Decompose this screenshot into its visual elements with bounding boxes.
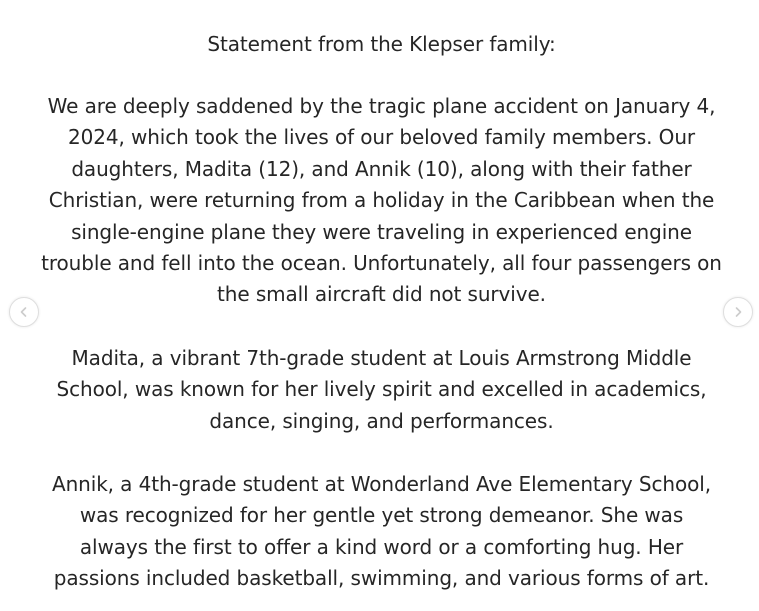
carousel-next-button[interactable] [723,297,753,327]
carousel-previous-button[interactable] [9,297,39,327]
statement-heading: Statement from the Klepser family: [207,32,556,56]
statement-paragraph-madita: Madita, a vibrant 7th-grade student at Louis Armstrong Middle School, was known for her lively spirit and excelled in academics, dance, singing, and performances. [56,346,707,433]
chevron-right-icon [732,306,744,318]
chevron-left-icon [18,306,30,318]
statement-paragraph-annik: Annik, a 4th-grade student at Wonderland Ave Elementary School, was recognized for her gentle yet strong demeanor. She was always the first to offer a kind word or a comforting hug. Her passions included basketball, swimming, and various forms of art. [52,472,711,591]
statement-paragraph-accident: We are deeply saddened by the tragic plane accident on January 4, 2024, which took the lives of our beloved family members. Our daughters, Madita (12), and Annik (10), along with their father Christian, were returning from a holiday in the Caribbean when the single-engine plane they were traveling in experienced engine trouble and fell into the ocean. Unfortunately, all four passengers on the small aircraft did not survive. [41,94,722,307]
